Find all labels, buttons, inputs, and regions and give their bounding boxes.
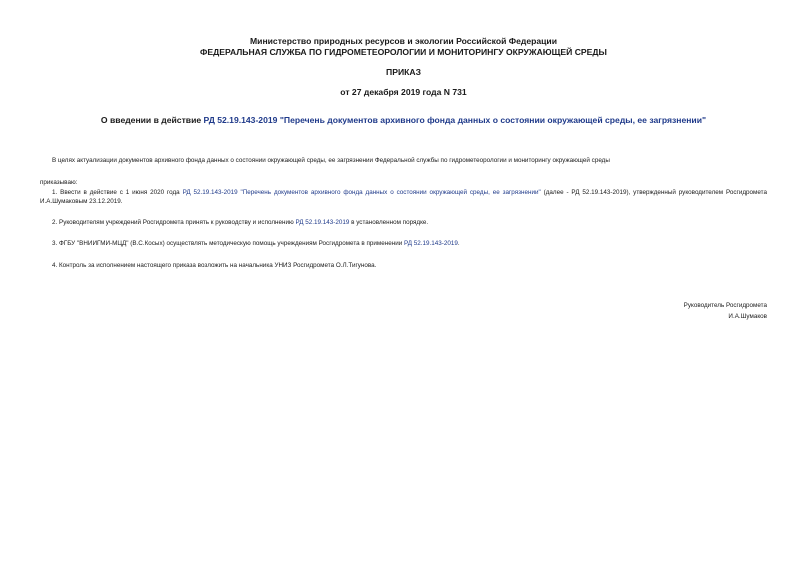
ministry-heading: Министерство природных ресурсов и экологии Российской Федерации: [250, 36, 557, 46]
document-title: [0, 115, 807, 126]
item-3-prefix: 3. ФГБУ "ВНИИГМИ-МЦД" (В.С.Косых) осуществлять методическую помощь учреждениям Росгидромета в применении: [52, 240, 404, 247]
signature-name: И.А.Шумаков: [728, 313, 767, 320]
item-3-paragraph: [52, 239, 460, 248]
item-2-link[interactable]: РД 52.19.143-2019: [295, 219, 350, 226]
item-2-paragraph: [52, 218, 428, 227]
service-heading: ФЕДЕРАЛЬНАЯ СЛУЖБА ПО ГИДРОМЕТЕОРОЛОГИИ И МОНИТОРИНГУ ОКРУЖАЮЩЕЙ СРЕДЫ: [200, 47, 607, 57]
order-word: приказываю:: [40, 179, 78, 186]
signature-position: Руководитель Росгидромета: [683, 302, 767, 309]
item-2-suffix: в установленном порядке.: [349, 219, 429, 226]
item-4-paragraph: 4. Контроль за исполнением настоящего приказа возложить на начальника УНИЗ Росгидромета О.Л.Тигунова.: [52, 262, 377, 269]
intro-paragraph: В целях актуализации документов архивного фонда данных о состоянии окружающей среды, ее загрязнении Федеральной службы по гидрометеорологии и мониторингу окружающей среды: [52, 157, 610, 164]
item-2-prefix: 2. Руководителям учреждений Росгидромета принять к руководству и исполнению: [52, 219, 296, 226]
title-prefix: О введении в действие: [100, 115, 204, 125]
item-1-suffix: (далее - РД 52.19.143-2019), утвержденный руководителем Росгидромета И.А.Шумаковым 23.12.2019.: [40, 189, 767, 205]
item-1-link[interactable]: РД 52.19.143-2019 "Перечень документов архивного фонда данных о состоянии окружающей среды, ее загрязнении": [182, 189, 541, 196]
doc-type-heading: ПРИКАЗ: [386, 67, 421, 77]
item-3-suffix: .: [457, 240, 460, 247]
item-1-prefix: 1. Ввести в действие с 1 июня 2020 года: [52, 189, 183, 196]
item-1-paragraph: [40, 188, 767, 206]
item-3-link[interactable]: РД 52.19.143-2019: [404, 240, 458, 247]
date-line: от 27 декабря 2019 года N 731: [340, 87, 467, 97]
title-link[interactable]: РД 52.19.143-2019 "Перечень документов архивного фонда данных о состоянии окружающей среды, ее загрязнении": [203, 115, 707, 125]
